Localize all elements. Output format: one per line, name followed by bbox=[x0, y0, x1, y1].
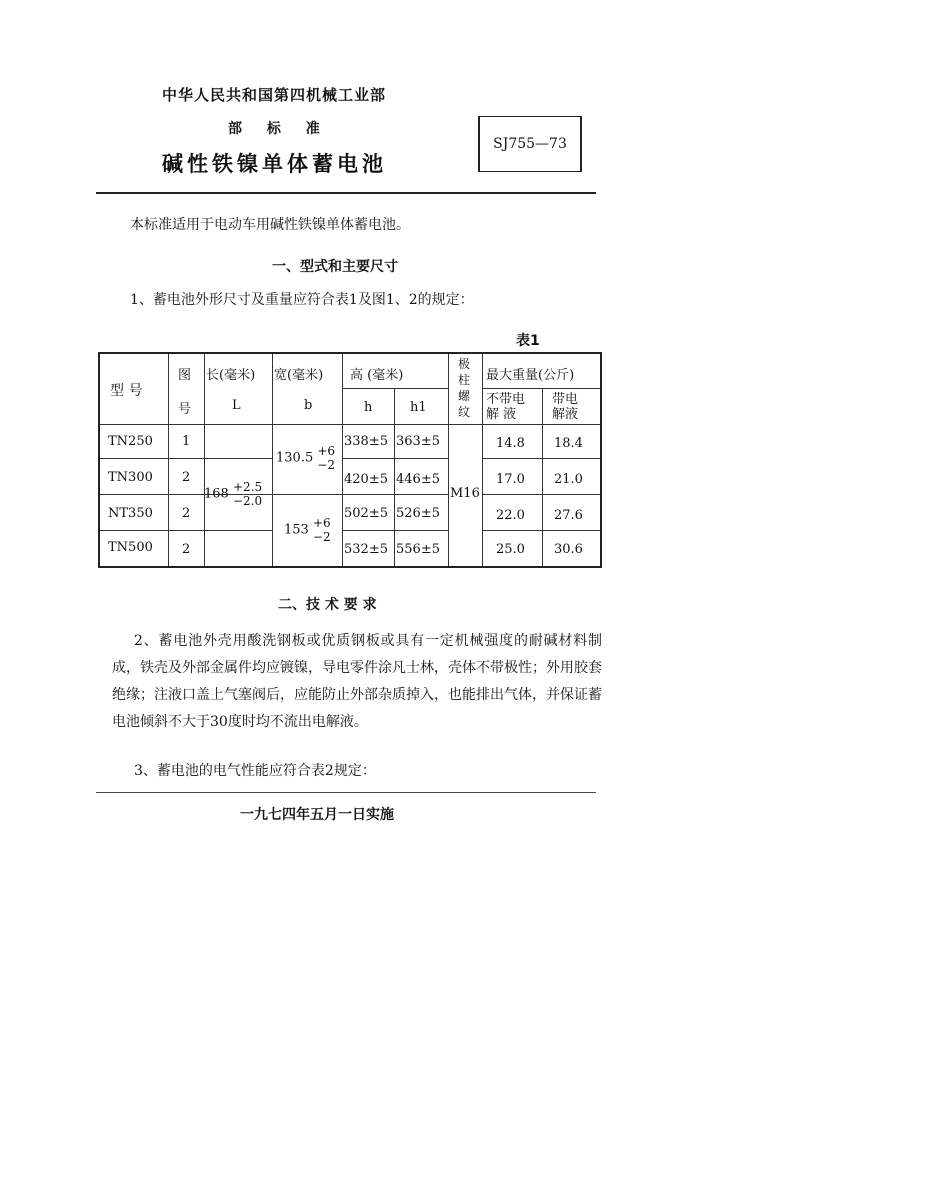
width-value-b bbox=[284, 516, 331, 544]
header-h: h bbox=[364, 400, 373, 415]
row-line bbox=[482, 530, 600, 531]
row-line bbox=[482, 494, 600, 495]
clause1-text: 1、蓄电池外形尺寸及重量应符合表1及图1、2的规定： bbox=[130, 292, 474, 308]
width-b-minus: −2 bbox=[312, 530, 331, 544]
section1-heading: 一、型式和主要尺寸 bbox=[272, 259, 398, 275]
header-width: 宽(毫米) bbox=[274, 368, 324, 383]
row-line bbox=[100, 458, 272, 459]
row1-model: TN250 bbox=[108, 434, 153, 449]
row2-h: 420±5 bbox=[344, 472, 388, 487]
header-thread-char: 极 bbox=[458, 357, 471, 371]
section2-heading: 二、技 术 要 求 bbox=[278, 597, 377, 613]
row2-model: TN300 bbox=[108, 470, 153, 485]
header-width-symbol: b bbox=[304, 398, 313, 413]
row3-fig: 2 bbox=[182, 506, 191, 521]
row4-model: TN500 bbox=[108, 540, 153, 555]
col-line bbox=[482, 354, 483, 566]
width-a-base: 130.5 bbox=[276, 450, 314, 466]
footer-rule bbox=[96, 792, 596, 793]
row2-h1: 446±5 bbox=[396, 472, 440, 487]
row-line bbox=[100, 530, 272, 531]
header-with-electrolyte-line: 带电 bbox=[552, 392, 579, 407]
col-line bbox=[168, 354, 169, 566]
width-a-minus: −2 bbox=[317, 458, 336, 472]
row4-h: 532±5 bbox=[344, 542, 388, 557]
row3-h1: 526±5 bbox=[396, 506, 440, 521]
width-b-base: 153 bbox=[284, 522, 309, 538]
row-line bbox=[272, 494, 342, 495]
header-no-electrolyte-line: 解 液 bbox=[486, 407, 517, 422]
header-no-electrolyte bbox=[486, 392, 525, 422]
row3-h: 502±5 bbox=[344, 506, 388, 521]
length-plus: +2.5 bbox=[232, 480, 263, 494]
header-h1: h1 bbox=[410, 400, 427, 415]
row-line bbox=[342, 530, 448, 531]
standard-type: 部 标 准 bbox=[228, 121, 320, 137]
row3-weight-no-electrolyte: 22.0 bbox=[496, 508, 525, 523]
dimension-table bbox=[98, 352, 602, 568]
row2-weight-with-electrolyte: 21.0 bbox=[554, 472, 583, 487]
row-line bbox=[482, 458, 600, 459]
standard-code: SJ755—73 bbox=[493, 136, 567, 152]
header-no-electrolyte-line: 不带电 bbox=[486, 392, 526, 407]
row1-h: 338±5 bbox=[344, 434, 388, 449]
col-line bbox=[272, 354, 273, 566]
header-max-weight: 最大重量(公斤) bbox=[486, 368, 575, 383]
header-thread-char: 柱 bbox=[458, 373, 471, 387]
header-thread-char: 纹 bbox=[458, 405, 471, 419]
length-base: 168 bbox=[204, 486, 229, 502]
row4-weight-no-electrolyte: 25.0 bbox=[496, 542, 525, 557]
row2-fig: 2 bbox=[182, 470, 191, 485]
header-thread bbox=[458, 356, 470, 420]
row1-weight-with-electrolyte: 18.4 bbox=[554, 436, 583, 451]
row4-weight-with-electrolyte: 30.6 bbox=[554, 542, 583, 557]
effective-date: 一九七四年五月一日实施 bbox=[240, 807, 394, 823]
row-line bbox=[482, 388, 600, 389]
header-rule bbox=[96, 192, 596, 194]
col-line bbox=[342, 354, 343, 566]
row-line bbox=[342, 458, 448, 459]
header-thread-char: 螺 bbox=[458, 389, 471, 403]
header-with-electrolyte-line: 解液 bbox=[552, 407, 579, 422]
width-b-plus: +6 bbox=[312, 516, 331, 530]
header-with-electrolyte bbox=[552, 392, 578, 422]
clause2-text: 2、蓄电池外壳用酸洗钢板或优质钢板或具有一定机械强度的耐碱材料制成，铁壳及外部金属件均应镀镍，导电零件涂凡士林，壳体不带极性；外用胶套绝缘；注液口盖上气塞阀后，应能防止外部杂质掉入，也能排出气体，并保证蓄电池倾斜不大于30度时均不流出电解液。 bbox=[112, 633, 602, 730]
thread-value: M16 bbox=[450, 486, 480, 501]
clause3-text: 3、蓄电池的电气性能应符合表2规定： bbox=[134, 763, 376, 779]
length-minus: −2.0 bbox=[232, 494, 263, 508]
header-length-symbol: L bbox=[232, 398, 241, 413]
width-a-tolerance bbox=[317, 444, 335, 472]
scope-text: 本标准适用于电动车用碱性铁镍单体蓄电池。 bbox=[130, 217, 410, 233]
header-fig-top: 图 bbox=[178, 368, 192, 383]
row1-h1: 363±5 bbox=[396, 434, 440, 449]
standard-code-box bbox=[478, 116, 582, 172]
table-label: 表1 bbox=[516, 333, 540, 349]
col-line bbox=[448, 354, 449, 566]
width-a-plus: +6 bbox=[317, 444, 336, 458]
length-tolerance bbox=[233, 480, 262, 508]
row3-model: NT350 bbox=[108, 506, 153, 521]
row1-weight-no-electrolyte: 14.8 bbox=[496, 436, 525, 451]
col-line bbox=[542, 388, 543, 566]
col-line bbox=[204, 354, 205, 566]
row-line bbox=[342, 388, 448, 389]
length-value bbox=[204, 480, 262, 508]
ministry-name: 中华人民共和国第四机械工业部 bbox=[162, 86, 387, 104]
header-height: 高 (毫米) bbox=[350, 368, 404, 383]
row1-fig: 1 bbox=[182, 434, 191, 449]
row4-fig: 2 bbox=[182, 542, 191, 557]
document-title: 碱性铁镍单体蓄电池 bbox=[162, 152, 387, 176]
width-b-tolerance bbox=[313, 516, 331, 544]
header-model: 型 号 bbox=[110, 383, 143, 399]
width-value-a bbox=[276, 444, 335, 472]
row-line bbox=[100, 424, 600, 425]
row3-weight-with-electrolyte: 27.6 bbox=[554, 508, 583, 523]
row-line bbox=[342, 494, 448, 495]
header-length: 长(毫米) bbox=[206, 368, 256, 383]
header-fig-bottom: 号 bbox=[178, 402, 192, 417]
col-line bbox=[394, 388, 395, 566]
row4-h1: 556±5 bbox=[396, 542, 440, 557]
row2-weight-no-electrolyte: 17.0 bbox=[496, 472, 525, 487]
